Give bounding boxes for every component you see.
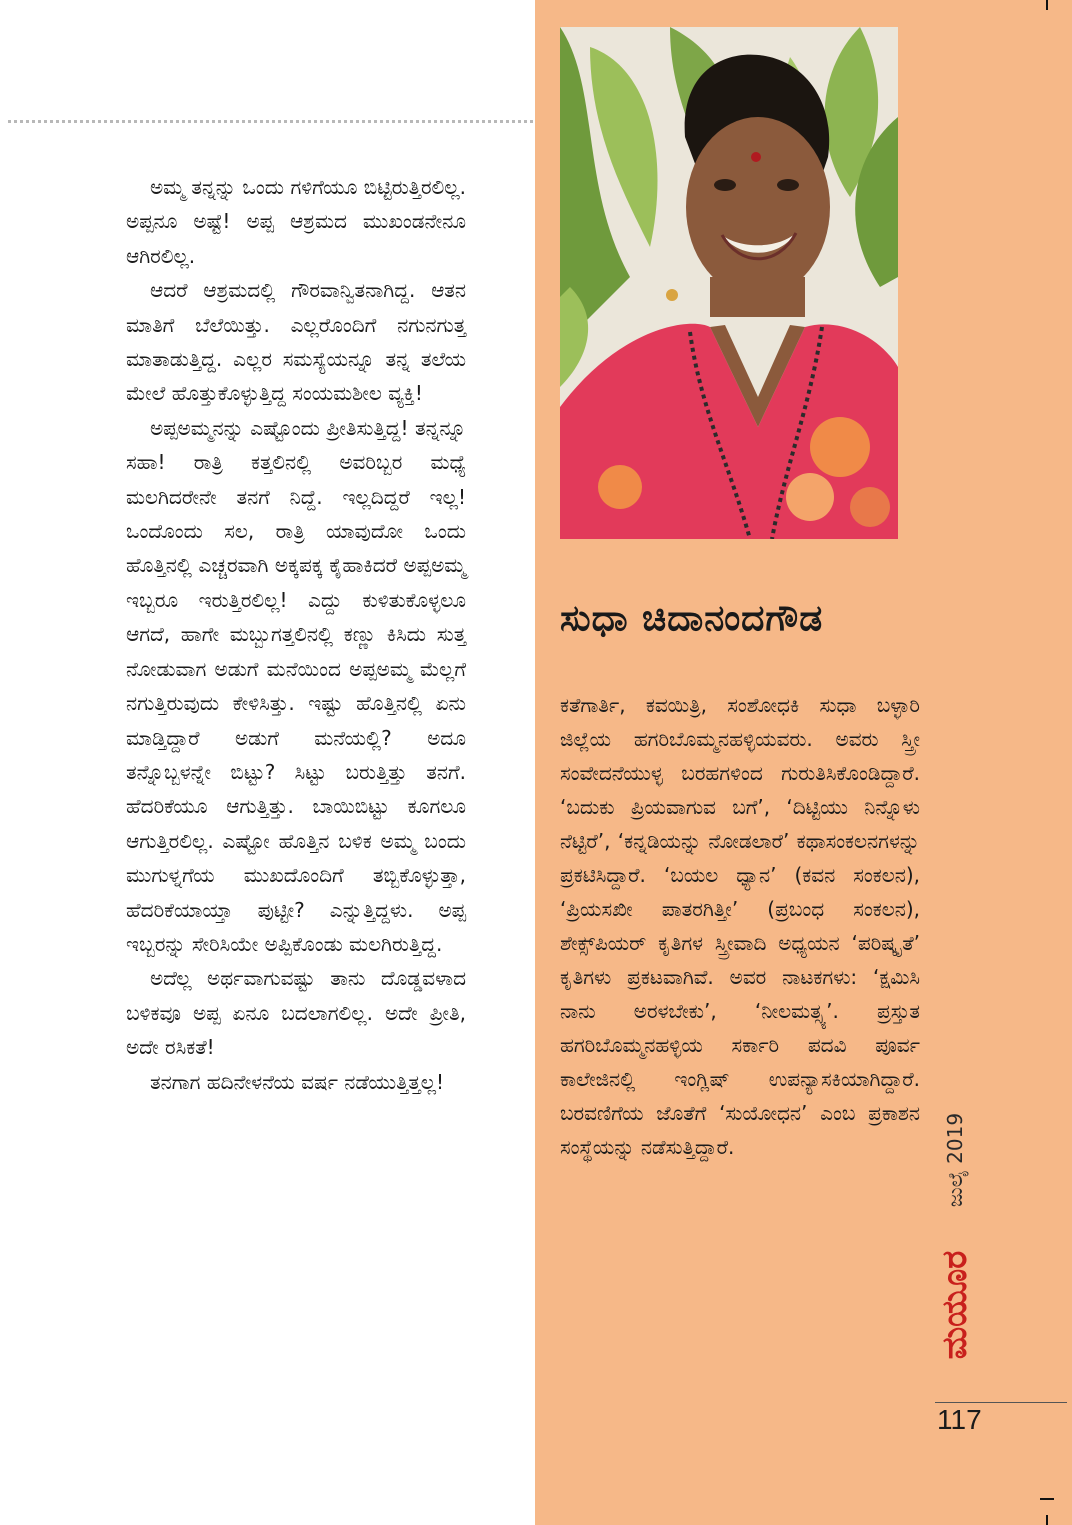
issue-date-box bbox=[935, 1100, 975, 1220]
article-paragraph-1: ಅಮ್ಮ ತನ್ನನ್ನು ಒಂದು ಗಳಿಗೆಯೂ ಬಿಟ್ಟಿರುತ್ತಿರಲಿಲ್ಲ. ಅಪ್ಪನೂ ಅಷ್ಟೆ! ಅಪ್ಪ ಆಶ್ರಮದ ಮುಖಂಡನೇನೂ ಆಗಿರಲಿಲ್ಲ. bbox=[126, 175, 466, 268]
author-photo bbox=[560, 27, 898, 539]
dotted-separator bbox=[8, 120, 533, 123]
author-name: ಸುಧಾ ಚಿದಾನಂದಗೌಡ bbox=[560, 598, 824, 639]
magazine-logo-box bbox=[935, 1230, 975, 1380]
crop-mark-bottom-horizontal bbox=[1040, 1498, 1054, 1500]
author-bio bbox=[560, 688, 920, 1164]
author-bio-text: ಕತೆಗಾರ್ತಿ, ಕವಯಿತ್ರಿ, ಸಂಶೋಧಕಿ ಸುಧಾ ಬಳ್ಳಾರಿ ಜಿಲ್ಲೆಯ ಹಗರಿಬೊಮ್ಮನಹಳ್ಳಿಯವರು. ಅವರು ಸ್ತ್ರೀ ಸಂವೇದನೆಯುಳ್ಳ ಬರಹಗಳಿಂದ ಗುರುತಿಸಿಕೊಂಡಿದ್ದಾರೆ. ‘ಬದುಕು ಪ್ರಿಯವಾಗುವ ಬಗೆ’, ‘ದಿಟ್ಟಿಯು ನಿನ್ನೊಳು ನೆಟ್ಟಿರೆ’, ‘ಕನ್ನಡಿಯನ್ನು ನೋಡಲಾರೆ’ ಕಥಾಸಂಕಲನಗಳನ್ನು ಪ್ರಕಟಿಸಿದ್ದಾರೆ. ‘ಬಯಲ ಧ್ಯಾನ’ (ಕವನ ಸಂಕಲನ), ‘ಪ್ರಿಯಸಖೀ ಪಾತರಗಿತ್ತೀ’ (ಪ್ರಬಂಧ ಸಂಕಲನ), ಶೇಕ್ಸ್‌ಪಿಯರ್ ಕೃತಿಗಳ ಸ್ತ್ರೀವಾದಿ ಅಧ್ಯಯನ ‘ಪರಿಷ್ಕೃತೆ’ ಕೃತಿಗಳು ಪ್ರಕಟವಾಗಿವೆ. ಅವರ ನಾಟಕಗಳು: ‘ಕ್ಷಮಿಸಿ ನಾನು ಅರಳಬೇಕು’, ‘ನೀಲಮತ್ಸ್ಯ’. ಪ್ರಸ್ತುತ ಹಗರಿಬೊಮ್ಮನಹಳ್ಳಿಯ ಸರ್ಕಾರಿ ಪದವಿ ಪೂರ್ವ ಕಾಲೇಜಿನಲ್ಲಿ ಇಂಗ್ಲಿಷ್ ಉಪನ್ಯಾಸಕಿಯಾಗಿದ್ದಾರೆ. ಬರವಣಿಗೆಯ ಜೊತೆಗೆ ‘ಸುಯೋಧನ’ ಎಂಬ ಪ್ರಕಾಶನ ಸಂಸ್ಥೆಯನ್ನು ನಡೆಸುತ್ತಿದ್ದಾರೆ. bbox=[560, 693, 920, 1159]
author-portrait-illustration bbox=[560, 27, 898, 539]
article-paragraph-4: ಅದೆಲ್ಲ ಅರ್ಥವಾಗುವಷ್ಟು ತಾನು ದೊಡ್ಡವಳಾದ ಬಳಿಕವೂ ಅಪ್ಪ ಏನೂ ಬದಲಾಗಲಿಲ್ಲ. ಅದೇ ಪ್ರೀತಿ, ಅದೇ ರಸಿಕತೆ! bbox=[126, 966, 466, 1060]
author-sidebar bbox=[535, 0, 1072, 1525]
crop-mark-bottom bbox=[1046, 1515, 1048, 1525]
article-body bbox=[126, 170, 466, 1099]
article-paragraph-5: ತನಗಾಗ ಹದಿನೇಳನೆಯ ವರ್ಷ ನಡೆಯುತ್ತಿತ್ತಲ್ಲ! bbox=[150, 1069, 445, 1094]
article-paragraph-3: ಅಪ್ಪಅಮ್ಮನನ್ನು ಎಷ್ಟೊಂದು ಪ್ರೀತಿಸುತ್ತಿದ್ದ! ತನ್ನನ್ನೂ ಸಹಾ! ರಾತ್ರಿ ಕತ್ತಲಿನಲ್ಲಿ ಅವರಿಬ್ಬರ ಮಧ್ಯೆ ಮಲಗಿದರೇನೇ ತನಗೆ ನಿದ್ದೆ. ಇಲ್ಲದಿದ್ದರೆ ಇಲ್ಲ! ಒಂದೊಂದು ಸಲ, ರಾತ್ರಿ ಯಾವುದೋ ಒಂದು ಹೊತ್ತಿನಲ್ಲಿ ಎಚ್ಚರವಾಗಿ ಅಕ್ಕಪಕ್ಕ ಕೈಹಾಕಿದರೆ ಅಪ್ಪಅಮ್ಮ ಇಬ್ಬರೂ ಇರುತ್ತಿರಲಿಲ್ಲ! ಎದ್ದು ಕುಳಿತುಕೊಳ್ಳಲೂ ಆಗದೆ, ಹಾಗೇ ಮಬ್ಬುಗತ್ತಲಿನಲ್ಲಿ ಕಣ್ಣು ಕಿಸಿದು ಸುತ್ತ ನೋಡುವಾಗ ಅಡುಗೆ ಮನೆಯಿಂದ ಅಪ್ಪಅಮ್ಮ ಮೆಲ್ಲಗೆ ನಗುತ್ತಿರುವುದು ಕೇಳಿಸಿತ್ತು. ಇಷ್ಟು ಹೊತ್ತಿನಲ್ಲಿ ಏನು ಮಾಡ್ತಿದ್ದಾರೆ ಅಡುಗೆ ಮನೆಯಲ್ಲಿ? ಅದೂ ತನ್ನೊಬ್ಬಳನ್ನೇ ಬಿಟ್ಟು? ಸಿಟ್ಟು ಬರುತ್ತಿತ್ತು ತನಗೆ. ಹೆದರಿಕೆಯೂ ಆಗುತ್ತಿತ್ತು. ಬಾಯಿಬಿಟ್ಟು ಕೂಗಲೂ ಆಗುತ್ತಿರಲಿಲ್ಲ. ಎಷ್ಟೋ ಹೊತ್ತಿನ ಬಳಿಕ ಅಮ್ಮ ಬಂದು ಮುಗುಳ್ನಗೆಯ ಮುಖದೊಂದಿಗೆ ತಬ್ಬಿಕೊಳ್ಳುತ್ತಾ, ಹೆದರಿಕೆಯಾಯ್ತಾ ಪುಟ್ಟೀ? ಎನ್ನುತ್ತಿದ್ದಳು. ಅಪ್ಪ ಇಬ್ಬರನ್ನು ಸೇರಿಸಿಯೇ ಅಪ್ಪಿಕೊಂಡು ಮಲಗಿರುತ್ತಿದ್ದ. bbox=[126, 415, 466, 956]
article-paragraph-2: ಆದರೆ ಆಶ್ರಮದಲ್ಲಿ ಗೌರವಾನ್ವಿತನಾಗಿದ್ದ. ಆತನ ಮಾತಿಗೆ ಬೆಲೆಯಿತ್ತು. ಎಲ್ಲರೊಂದಿಗೆ ನಗುನಗುತ್ತ ಮಾತಾಡುತ್ತಿದ್ದ. ಎಲ್ಲರ ಸಮಸ್ಯೆಯನ್ನೂ ತನ್ನ ತಲೆಯ ಮೇಲೆ ಹೊತ್ತುಕೊಳ್ಳುತ್ತಿದ್ದ ಸಂಯಮಶೀಲ ವ್ಯಕ್ತಿ! bbox=[126, 278, 466, 406]
page-number: 117 bbox=[937, 1404, 982, 1435]
crop-mark-top bbox=[1046, 0, 1048, 10]
magazine-branding bbox=[935, 1100, 975, 1380]
page-number-rule bbox=[935, 1402, 1067, 1403]
issue-date: ಜುಲೈ 2019 bbox=[943, 1112, 967, 1208]
magazine-logo: ಮಯೂರ bbox=[935, 1250, 975, 1360]
